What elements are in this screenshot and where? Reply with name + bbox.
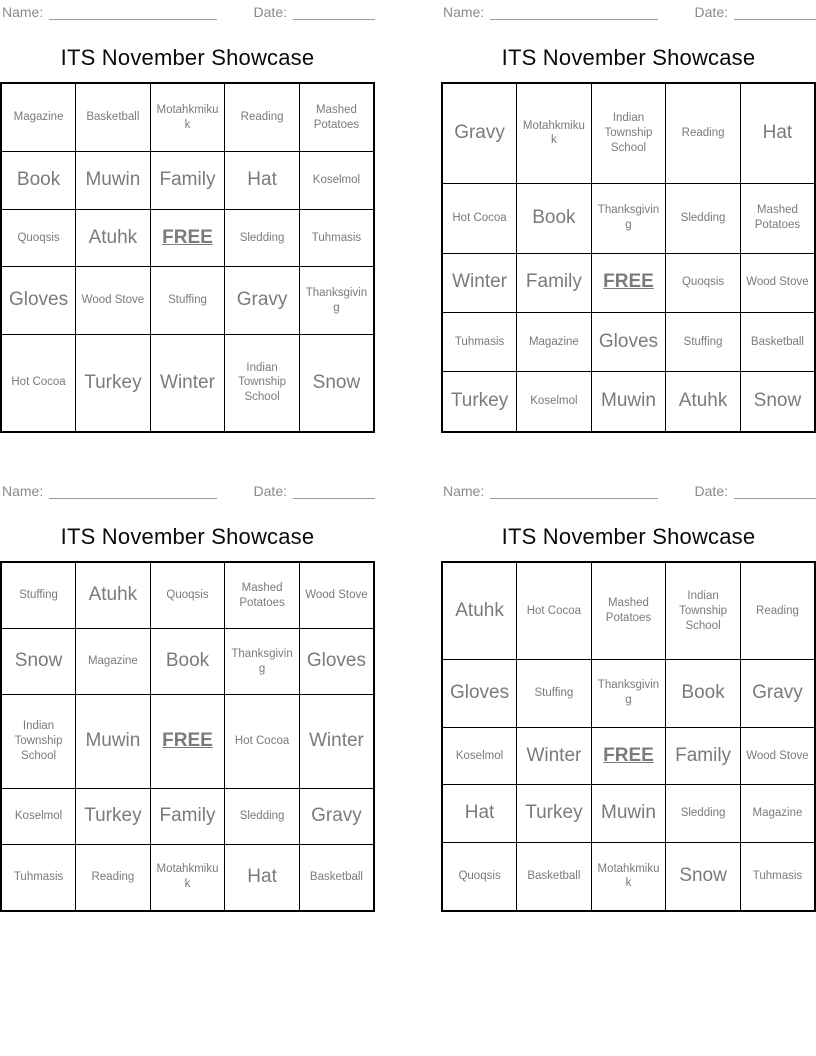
bingo-cell: Quoqsis: [442, 842, 517, 911]
bingo-cell: Motahkmikuk: [517, 83, 592, 183]
bingo-cell: Sledding: [225, 209, 300, 267]
bingo-cell: Gravy: [299, 788, 374, 844]
bingo-grid: [0, 82, 375, 433]
bingo-cell: Family: [666, 727, 741, 785]
bingo-cell: Book: [1, 152, 76, 210]
bingo-cell: Turkey: [76, 334, 151, 432]
bingo-cell: Book: [517, 183, 592, 253]
bingo-cell: Reading: [76, 844, 151, 911]
card-title: ITS November Showcase: [60, 524, 315, 549]
bingo-row: [1, 334, 374, 432]
bingo-cell: Magazine: [1, 83, 76, 152]
name-blank-line: [49, 485, 217, 499]
bingo-cell: Family: [517, 253, 592, 312]
bingo-cell: Motahkmikuk: [150, 844, 225, 911]
card-title: ITS November Showcase: [60, 45, 315, 70]
bingo-row: [1, 788, 374, 844]
date-label: Date:: [253, 4, 287, 20]
bingo-row: [1, 694, 374, 788]
name-date-row: [0, 483, 375, 499]
name-blank-line: [490, 6, 658, 20]
bingo-cell: Hot Cocoa: [1, 334, 76, 432]
bingo-cell: Stuffing: [1, 562, 76, 629]
bingo-row: [442, 372, 815, 432]
bingo-row: [1, 83, 374, 152]
bingo-grid: [441, 82, 816, 433]
bingo-cell: Snow: [299, 334, 374, 432]
bingo-cell: Mashed Potatoes: [225, 562, 300, 629]
bingo-cell: Winter: [150, 334, 225, 432]
bingo-cell: Indian Township School: [666, 562, 741, 660]
bingo-cell: Reading: [225, 83, 300, 152]
bingo-cell: Motahkmikuk: [150, 83, 225, 152]
bingo-cell: Indian Township School: [225, 334, 300, 432]
bingo-cell: Koselmol: [299, 152, 374, 210]
bingo-cell: Reading: [666, 83, 741, 183]
name-blank-line: [490, 485, 658, 499]
name-date-row: [441, 4, 816, 20]
name-date-row: [441, 483, 816, 499]
bingo-cell: Mashed Potatoes: [740, 183, 815, 253]
card-title: ITS November Showcase: [501, 524, 756, 549]
bingo-cell: Basketball: [299, 844, 374, 911]
bingo-row: [442, 83, 815, 183]
bingo-row: [442, 727, 815, 785]
name-label: Name:: [443, 4, 485, 20]
bingo-cell: Sledding: [666, 183, 741, 253]
date-label: Date:: [694, 483, 728, 499]
bingo-cell: Hot Cocoa: [442, 183, 517, 253]
bingo-cell: Winter: [299, 694, 374, 788]
bingo-cell: Gloves: [299, 629, 374, 695]
bingo-cell: Stuffing: [150, 267, 225, 335]
bingo-cell: Turkey: [76, 788, 151, 844]
bingo-cell: Hat: [740, 83, 815, 183]
bingo-cell: Hot Cocoa: [517, 562, 592, 660]
bingo-row: [1, 209, 374, 267]
bingo-cell: Motahkmikuk: [591, 842, 666, 911]
bingo-cell: Muwin: [591, 372, 666, 432]
bingo-card-top-left: [0, 4, 375, 433]
name-label: Name:: [443, 483, 485, 499]
bingo-card-bottom-left: [0, 483, 375, 912]
bingo-cell: Stuffing: [666, 312, 741, 371]
bingo-row: [442, 562, 815, 660]
bingo-cell: Tuhmasis: [1, 844, 76, 911]
bingo-row: [1, 267, 374, 335]
bingo-cell: Stuffing: [517, 660, 592, 728]
free-cell: FREE: [591, 727, 666, 785]
bingo-cell: Gloves: [591, 312, 666, 371]
bingo-cell: Koselmol: [1, 788, 76, 844]
bingo-cell: Sledding: [225, 788, 300, 844]
bingo-cell: Mashed Potatoes: [299, 83, 374, 152]
bingo-cell: Wood Stove: [76, 267, 151, 335]
bingo-cell: Atuhk: [666, 372, 741, 432]
bingo-cell: Wood Stove: [740, 253, 815, 312]
bingo-cell: Koselmol: [442, 727, 517, 785]
date-blank-line: [293, 485, 375, 499]
bingo-row: [442, 785, 815, 843]
free-cell: FREE: [150, 694, 225, 788]
bingo-cell: Winter: [517, 727, 592, 785]
date-blank-line: [293, 6, 375, 20]
bingo-cell: Gravy: [442, 83, 517, 183]
bingo-cell: Muwin: [76, 152, 151, 210]
bingo-cell: Indian Township School: [1, 694, 76, 788]
bingo-cell: Turkey: [442, 372, 517, 432]
bingo-row: [442, 253, 815, 312]
bingo-cell: Sledding: [666, 785, 741, 843]
bingo-cell: Tuhmasis: [299, 209, 374, 267]
bingo-row: [1, 152, 374, 210]
bingo-cell: Basketball: [76, 83, 151, 152]
bingo-cell: Gravy: [225, 267, 300, 335]
bingo-cell: Hot Cocoa: [225, 694, 300, 788]
bingo-cell: Book: [666, 660, 741, 728]
card-title: ITS November Showcase: [501, 45, 756, 70]
bingo-cell: Muwin: [591, 785, 666, 843]
bingo-cell: Family: [150, 152, 225, 210]
free-cell: FREE: [591, 253, 666, 312]
date-blank-line: [734, 6, 816, 20]
bingo-cell: Quoqsis: [1, 209, 76, 267]
bingo-cell: Book: [150, 629, 225, 695]
bingo-cell: Winter: [442, 253, 517, 312]
bingo-cell: Gloves: [442, 660, 517, 728]
name-blank-line: [49, 6, 217, 20]
bingo-cell: Thanksgiving: [225, 629, 300, 695]
bingo-row: [442, 312, 815, 371]
bingo-card-top-right: [441, 4, 816, 433]
bingo-cell: Snow: [740, 372, 815, 432]
bingo-row: [1, 629, 374, 695]
bingo-cell: Koselmol: [517, 372, 592, 432]
bingo-cell: Atuhk: [442, 562, 517, 660]
bingo-cell: Hat: [225, 844, 300, 911]
bingo-row: [1, 844, 374, 911]
bingo-cell: Turkey: [517, 785, 592, 843]
bingo-cell: Hat: [442, 785, 517, 843]
bingo-cell: Indian Township School: [591, 83, 666, 183]
bingo-cell: Basketball: [517, 842, 592, 911]
date-label: Date:: [253, 483, 287, 499]
bingo-cell: Basketball: [740, 312, 815, 371]
bingo-cell: Wood Stove: [299, 562, 374, 629]
name-label: Name:: [2, 483, 44, 499]
bingo-grid: [441, 561, 816, 912]
bingo-cell: Mashed Potatoes: [591, 562, 666, 660]
bingo-cell: Tuhmasis: [442, 312, 517, 371]
bingo-cell: Thanksgiving: [591, 660, 666, 728]
bingo-cell: Family: [150, 788, 225, 844]
bingo-cell: Magazine: [740, 785, 815, 843]
bingo-card-bottom-right: [441, 483, 816, 912]
name-date-row: [0, 4, 375, 20]
bingo-cell: Atuhk: [76, 209, 151, 267]
bingo-cell: Quoqsis: [150, 562, 225, 629]
bingo-cell: Snow: [666, 842, 741, 911]
bingo-row: [1, 562, 374, 629]
bingo-cell: Thanksgiving: [299, 267, 374, 335]
bingo-cell: Reading: [740, 562, 815, 660]
name-label: Name:: [2, 4, 44, 20]
bingo-cell: Muwin: [76, 694, 151, 788]
bingo-cell: Magazine: [517, 312, 592, 371]
date-blank-line: [734, 485, 816, 499]
date-label: Date:: [694, 4, 728, 20]
bingo-cell: Quoqsis: [666, 253, 741, 312]
free-cell: FREE: [150, 209, 225, 267]
bingo-cell: Gravy: [740, 660, 815, 728]
bingo-cell: Hat: [225, 152, 300, 210]
bingo-cell: Tuhmasis: [740, 842, 815, 911]
bingo-cell: Thanksgiving: [591, 183, 666, 253]
bingo-row: [442, 183, 815, 253]
bingo-grid: [0, 561, 375, 912]
bingo-cell: Magazine: [76, 629, 151, 695]
bingo-row: [442, 660, 815, 728]
bingo-cell: Snow: [1, 629, 76, 695]
bingo-cell: Wood Stove: [740, 727, 815, 785]
bingo-cell: Gloves: [1, 267, 76, 335]
bingo-row: [442, 842, 815, 911]
bingo-cell: Atuhk: [76, 562, 151, 629]
